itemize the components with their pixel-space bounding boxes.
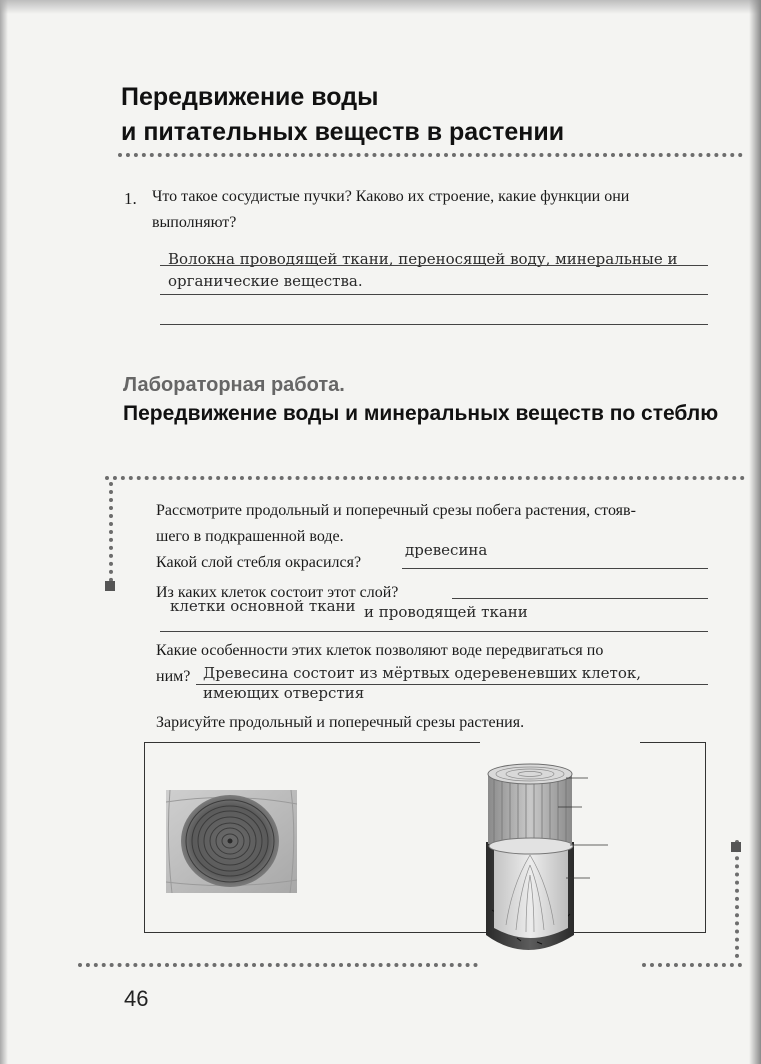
scan-edge-right — [749, 0, 761, 1064]
scan-edge-top — [0, 0, 761, 14]
question-features-line1: Какие особенности этих клеток позволяют воде передвигаться по — [156, 642, 604, 659]
answer-features-line1: Древесина состоит из мёртвых одеревеневших клеток, — [203, 664, 642, 682]
scan-mark — [731, 842, 741, 852]
page-title — [121, 80, 564, 150]
answer-cells-rule-2 — [160, 631, 708, 632]
answer-rule-3 — [160, 324, 708, 325]
answer-rule-2 — [160, 294, 708, 295]
page-title-line1: Передвижение воды — [121, 83, 379, 111]
lab-divider-bottom-left — [78, 963, 478, 967]
answer-rule-1 — [160, 265, 708, 266]
answer-layer-rule — [402, 568, 708, 569]
lab-instruction-line2: шего в подкрашенной воде. — [156, 528, 344, 545]
answer-layer: древесина — [405, 541, 488, 559]
question-cells: Из каких клеток состоит этот слой? — [156, 584, 399, 601]
page-number: 46 — [124, 986, 149, 1011]
longitudinal-section-image — [482, 760, 632, 960]
lab-instruction-line1: Рассмотрите продольный и поперечный срезы побега растения, стояв- — [156, 502, 636, 519]
question-layer: Какой слой стебля окрасился? — [156, 554, 362, 571]
answer-cells-rule-1 — [452, 598, 708, 599]
question-number: 1. — [124, 189, 137, 208]
answer-text-line2: органические вещества. — [168, 272, 363, 290]
cross-section-image — [166, 790, 297, 893]
lab-title: Передвижение воды и минеральных веществ по стеблю — [123, 402, 719, 425]
drawing-task: Зарисуйте продольный и поперечный срезы растения. — [156, 714, 525, 731]
scan-mark — [105, 581, 115, 591]
page-title-line2: и питательных веществ в растении — [121, 118, 565, 146]
question-text: Что такое сосудистые пучки? Каково их строение, какие функции они выполняют? — [152, 188, 630, 231]
answer-features-line2: имеющих отверстия — [203, 684, 365, 702]
lab-border-right — [735, 840, 739, 958]
answer-text-line1: Волокна проводящей ткани, переносящей воду, минеральные и — [168, 250, 678, 268]
lab-label: Лабораторная работа. — [123, 374, 345, 396]
question-features-line2: ним? — [156, 668, 191, 685]
lab-divider-bottom-right — [642, 963, 742, 967]
title-divider — [118, 153, 743, 157]
answer-cells-part1: клетки основной ткани — [170, 597, 356, 615]
lab-border-left — [109, 482, 113, 582]
scan-edge-left — [0, 0, 8, 1064]
answer-cells-part2: и проводящей ткани — [364, 603, 528, 621]
lab-divider-top — [105, 476, 745, 480]
